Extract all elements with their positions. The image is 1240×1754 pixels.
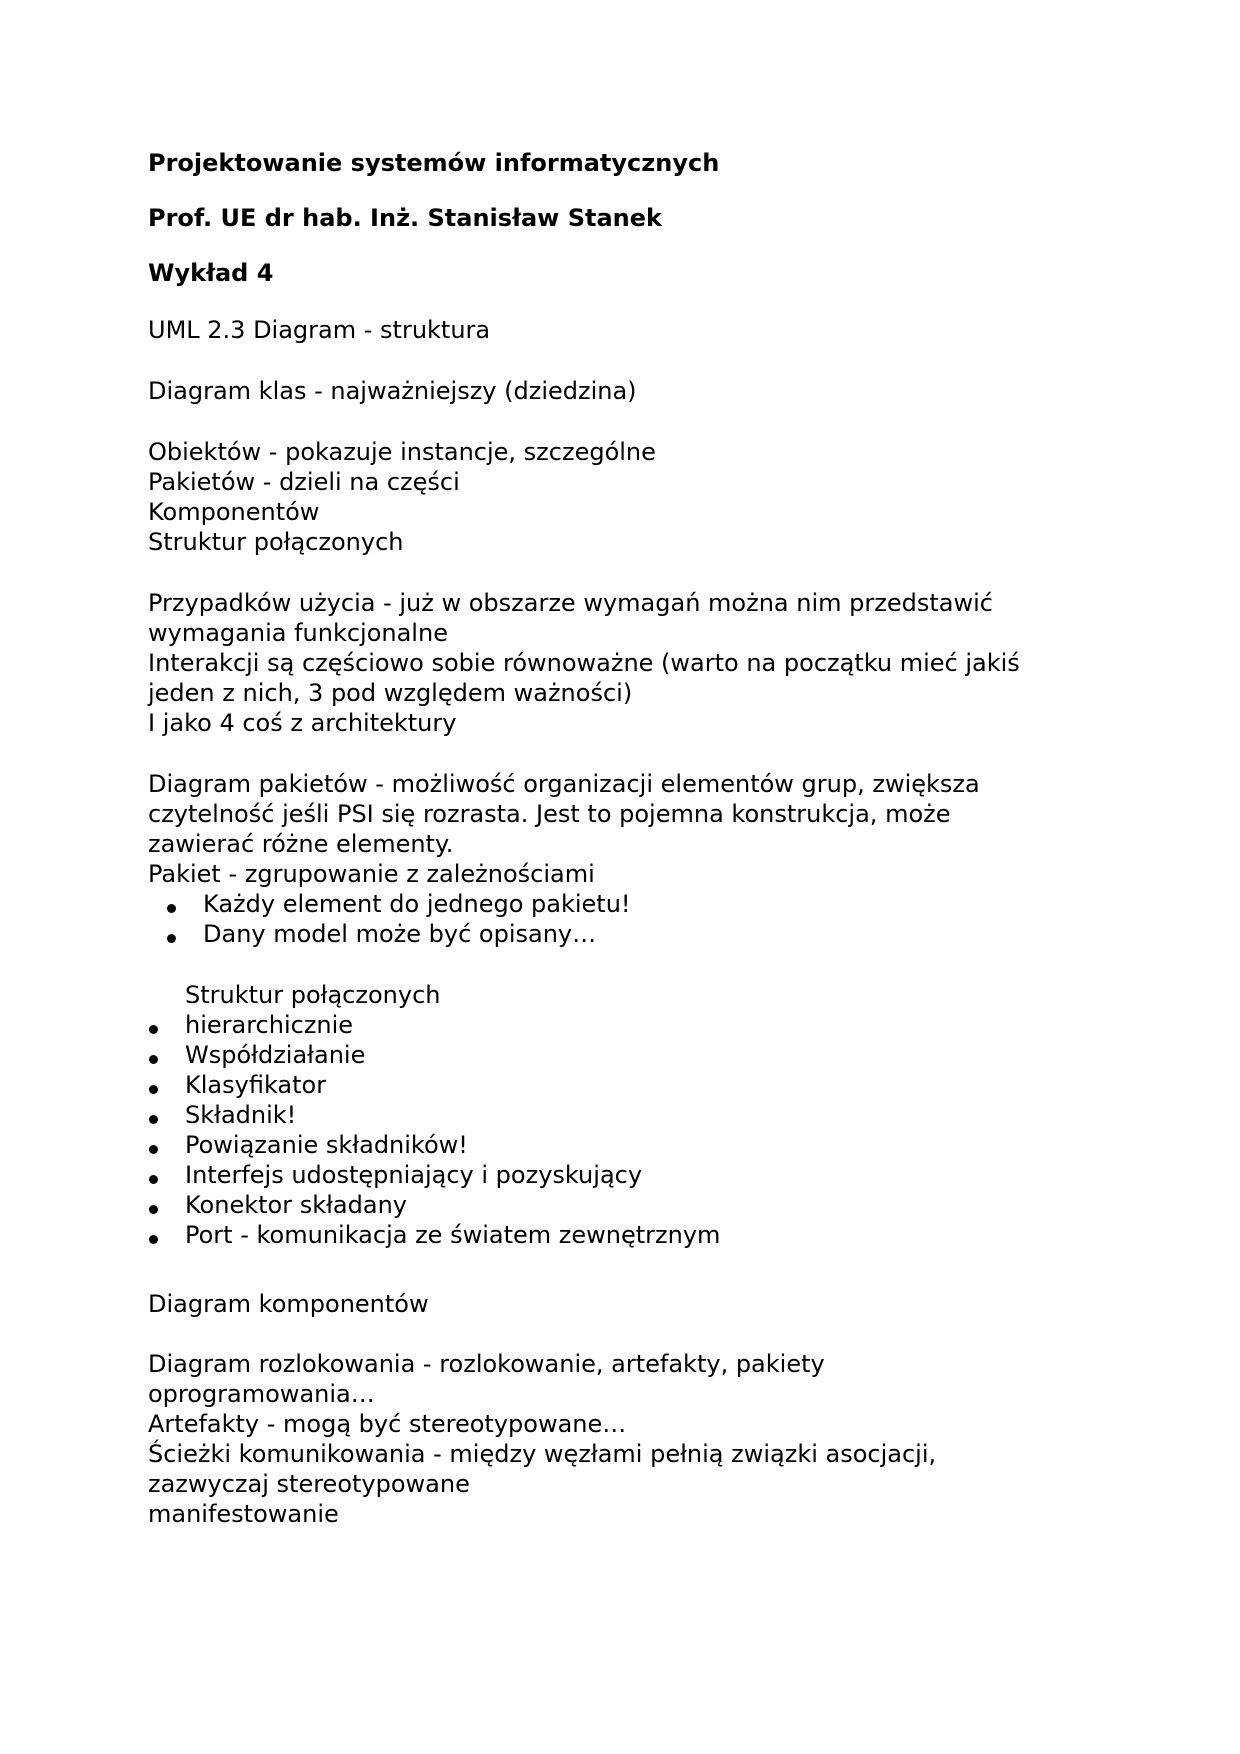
package-bullet: Dany model może być opisany…: [203, 920, 597, 948]
deployment-line: Artefakty - mogą być stereotypowane…: [148, 1410, 627, 1438]
lecture-number: Wykład 4: [148, 259, 274, 287]
deployment-line: manifestowanie: [148, 1500, 339, 1528]
deployment-line: Ścieżki komunikowania - między węzłami pełnią związki asocjacji,: [148, 1440, 937, 1468]
composite-bullet: Składnik!: [185, 1101, 297, 1129]
bullet-dot: [149, 1025, 158, 1034]
packages-line: Diagram pakietów - możliwość organizacji elementów grup, zwiększa: [148, 770, 980, 798]
structure-line: Obiektów - pokazuje instancje, szczególne: [148, 438, 656, 466]
bullet-dot: [149, 1175, 158, 1184]
structure-line: Komponentów: [148, 498, 320, 526]
packages-line: czytelność jeśli PSI się rozrasta. Jest to pojemna konstrukcja, może: [148, 800, 951, 828]
bullet-dot: [149, 1055, 158, 1064]
use-case-line: Interakcji są częściowo sobie równoważne (warto na początku mieć jakiś: [148, 649, 1020, 677]
bullet-dot: [167, 934, 176, 943]
composite-bullet: Konektor składany: [185, 1191, 407, 1219]
use-case-line: wymagania funkcjonalne: [148, 619, 448, 647]
structure-line: Pakietów - dzieli na części: [148, 468, 460, 496]
composite-bullet: Interfejs udostępniający i pozyskujący: [185, 1161, 643, 1189]
bullet-dot: [167, 904, 176, 913]
composite-bullet: Port - komunikacja ze światem zewnętrznym: [185, 1221, 721, 1249]
composite-bullet: Klasyfikator: [185, 1071, 327, 1099]
deployment-line: Diagram rozlokowania - rozlokowanie, artefakty, pakiety: [148, 1350, 825, 1378]
packages-line: Pakiet - zgrupowanie z zależnościami: [148, 860, 595, 888]
bullet-dot: [149, 1085, 158, 1094]
deployment-line: oprogramowania…: [148, 1380, 375, 1408]
use-case-line: I jako 4 coś z architektury: [148, 709, 457, 737]
author-line: Prof. UE dr hab. Inż. Stanisław Stanek: [148, 204, 662, 232]
bullet-dot: [149, 1145, 158, 1154]
class-diagram-line: Diagram klas - najważniejszy (dziedzina): [148, 377, 637, 405]
uml-heading: UML 2.3 Diagram - struktura: [148, 316, 491, 344]
composite-bullet: hierarchicznie: [185, 1011, 354, 1039]
composite-heading: Struktur połączonych: [185, 981, 441, 1009]
bullet-dot: [149, 1115, 158, 1124]
deployment-line: zazwyczaj stereotypowane: [148, 1470, 470, 1498]
document-title: Projektowanie systemów informatycznych: [148, 149, 720, 177]
use-case-line: jeden z nich, 3 pod względem ważności): [148, 679, 633, 707]
bullet-dot: [149, 1235, 158, 1244]
structure-line: Struktur połączonych: [148, 528, 404, 556]
use-case-line: Przypadków użycia - już w obszarze wymagań można nim przedstawić: [148, 589, 993, 617]
component-diagram-line: Diagram komponentów: [148, 1290, 429, 1318]
composite-bullet: Powiązanie składników!: [185, 1131, 468, 1159]
packages-line: zawierać różne elementy.: [148, 830, 454, 858]
package-bullet: Każdy element do jednego pakietu!: [203, 890, 631, 918]
composite-bullet: Współdziałanie: [185, 1041, 366, 1069]
bullet-dot: [149, 1205, 158, 1214]
